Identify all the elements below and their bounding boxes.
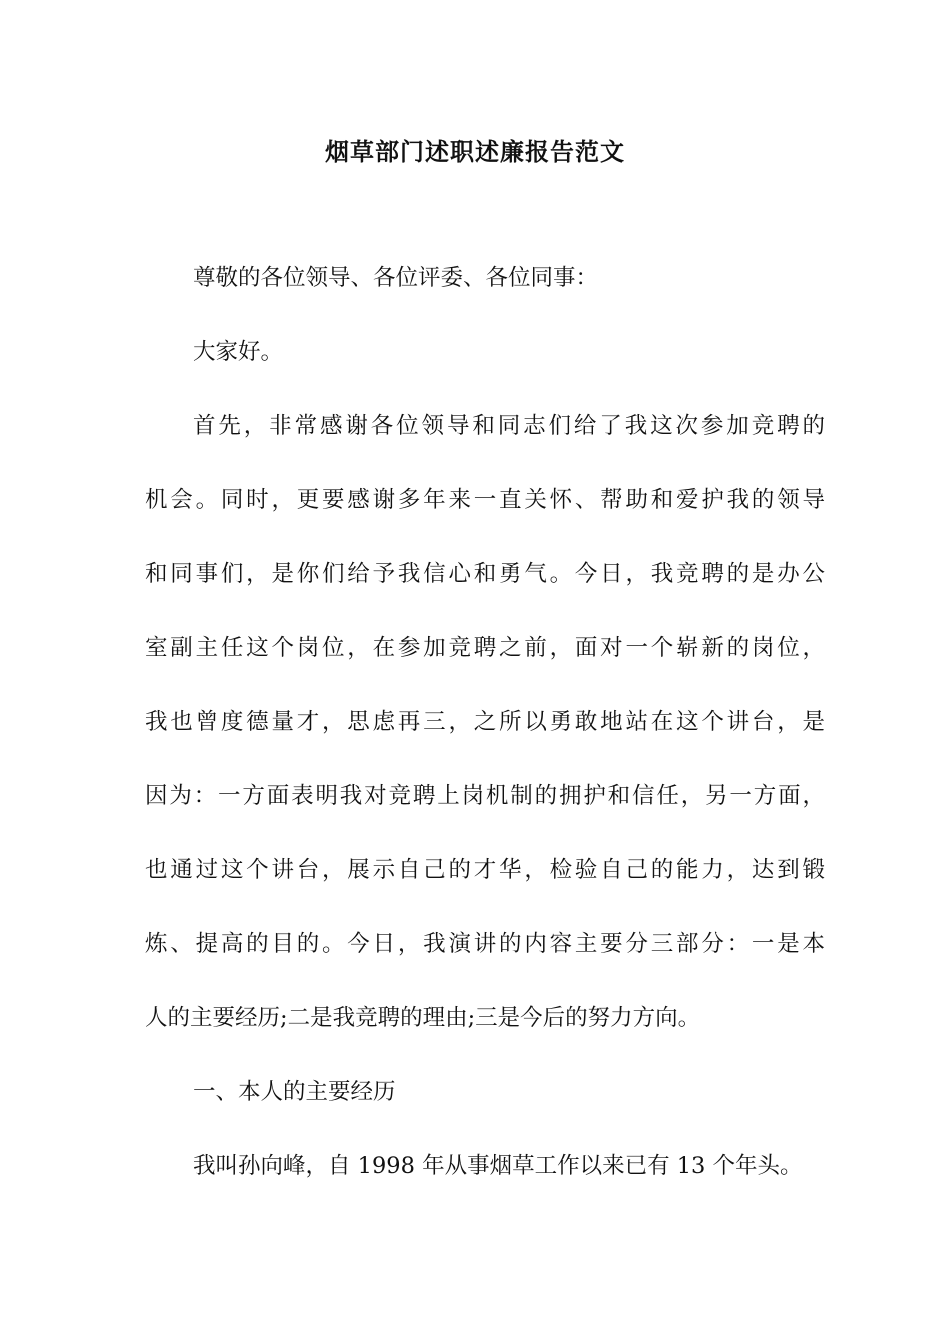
paragraph-line: 首先，非常感谢各位领导和同志们给了我这次参加竞聘的 [193, 413, 825, 439]
paragraph-line: 人的主要经历;二是我竞聘的理由;三是今后的努力方向。 [145, 1005, 701, 1031]
salutation-line: 尊敬的各位领导、各位评委、各位同事： [193, 265, 599, 291]
paragraph-line: 因为：一方面表明我对竞聘上岗机制的拥护和信任，另一方面， [145, 783, 825, 809]
greeting-line: 大家好。 [193, 339, 284, 365]
paragraph-line: 室副主任这个岗位，在参加竞聘之前，面对一个崭新的岗位， [145, 635, 825, 661]
paragraph-line: 也通过这个讲台，展示自己的才华，检验自己的能力，达到锻 [145, 857, 825, 883]
document-body [145, 253, 825, 1215]
document-title: 烟草部门述职述廉报告范文 [325, 137, 625, 166]
paragraph-line: 和同事们，是你们给予我信心和勇气。今日，我竞聘的是办公 [145, 561, 825, 587]
section-heading: 一、本人的主要经历 [193, 1079, 396, 1105]
paragraph-line: 我也曾度德量才，思虑再三，之所以勇敢地站在这个讲台，是 [145, 709, 825, 735]
paragraph-line: 我叫孙向峰，自 1998 年从事烟草工作以来已有 13 个年头。 [193, 1153, 803, 1179]
paragraph-line: 机会。同时，更要感谢多年来一直关怀、帮助和爱护我的领导 [145, 487, 825, 513]
paragraph-line: 炼、提高的目的。今日，我演讲的内容主要分三部分：一是本 [145, 931, 825, 957]
